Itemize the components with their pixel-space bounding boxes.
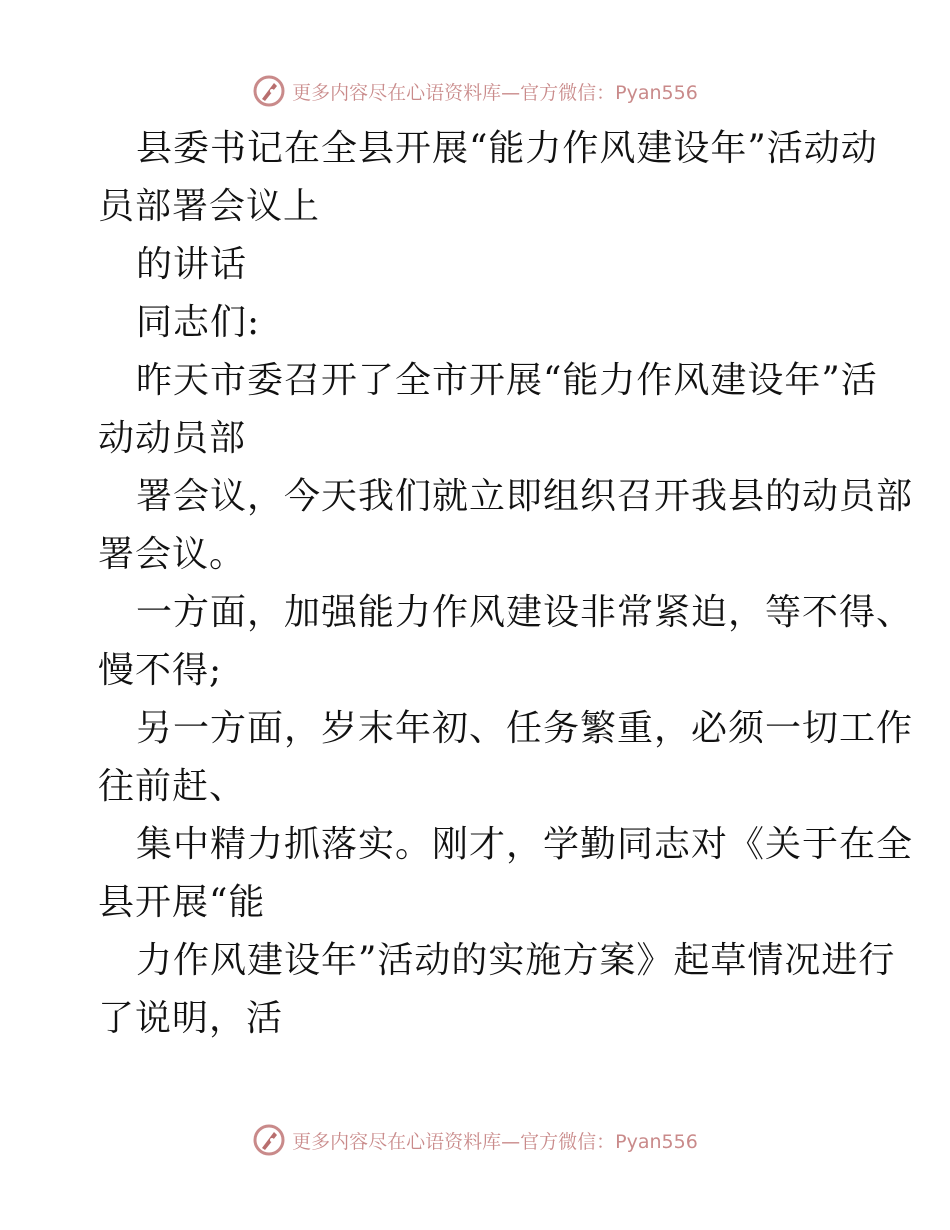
paragraph-line: 力作风建设年”活动的实施方案》起草情况进行 — [136, 940, 896, 981]
salutation: 同志们: — [136, 302, 261, 343]
header-banner — [0, 71, 950, 111]
paragraph-line: 动动员部 — [98, 418, 247, 459]
paragraph-line: 集中精力抓落实。刚才，学勤同志对《关于在全 — [136, 824, 914, 865]
paragraph-line: 一方面，加强能力作风建设非常紧迫，等不得、 — [136, 592, 914, 633]
paragraph-line: 慢不得; — [98, 650, 223, 691]
paragraph-line: 署会议。 — [98, 534, 247, 575]
document-body — [98, 120, 914, 1048]
paragraph-line: 署会议，今天我们就立即组织召开我县的动员部 — [136, 476, 914, 517]
banner-text: 更多内容尽在心语资料库—官方微信：Pyan556 — [292, 81, 698, 104]
title-line: 员部署会议上 — [98, 186, 321, 227]
title-line: 县委书记在全县开展“能力作风建设年”活动动 — [136, 128, 878, 169]
title-line: 的讲话 — [136, 244, 248, 285]
footer-banner — [0, 1120, 950, 1160]
banner-text: 更多内容尽在心语资料库—官方微信：Pyan556 — [292, 1130, 698, 1153]
paragraph-line: 了说明，活 — [98, 998, 284, 1039]
paragraph-line: 县开展“能 — [98, 882, 266, 923]
fountain-pen-logo-icon — [252, 1123, 286, 1157]
fountain-pen-logo-icon — [252, 74, 286, 108]
paragraph-line: 另一方面，岁末年初、任务繁重，必须一切工作 — [136, 708, 914, 749]
paragraph-line: 往前赶、 — [98, 766, 247, 807]
paragraph-line: 昨天市委召开了全市开展“能力作风建设年”活 — [136, 360, 878, 401]
